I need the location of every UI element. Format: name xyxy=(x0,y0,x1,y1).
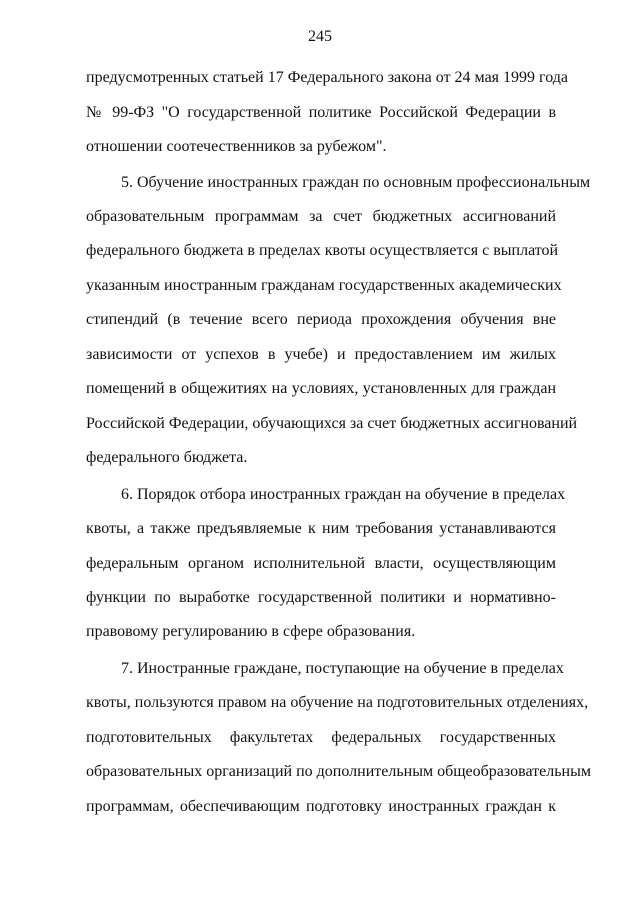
text-line: образовательных организаций по дополнительным общеобразовательным xyxy=(86,763,591,780)
text-line: федерального бюджета. xyxy=(86,449,248,466)
paragraph-6-start: 6. Порядок отбора иностранных граждан на обучение в пределах xyxy=(121,486,566,503)
text-line: № 99-ФЗ "О государственной политике Российской Федерации в xyxy=(86,104,556,121)
paragraph-7-start: 7. Иностранные граждане, поступающие на обучение в пределах xyxy=(121,660,564,677)
text-line: подготовительных факультетах федеральных государственных xyxy=(86,729,556,746)
text-line: программам, обеспечивающим подготовку иностранных граждан к xyxy=(86,798,556,815)
text-line: указанным иностранным гражданам государственных академических xyxy=(86,277,562,294)
text-line: образовательным программам за счет бюджетных ассигнований xyxy=(86,208,556,225)
text-line: квоты, а также предъявляемые к ним требования устанавливаются xyxy=(86,520,556,537)
text-line: функции по выработке государственной политики и нормативно- xyxy=(86,589,556,606)
text-line: стипендий (в течение всего периода прохождения обучения вне xyxy=(86,311,556,328)
text-line: федеральным органом исполнительной власти, осуществляющим xyxy=(86,555,556,572)
text-line: помещений в общежитиях на условиях, установленных для граждан xyxy=(86,380,556,397)
text-line: федерального бюджета в пределах квоты осуществляется с выплатой xyxy=(86,242,559,259)
text-line: зависимости от успехов в учебе) и предоставлением им жилых xyxy=(86,346,556,363)
page-number: 245 xyxy=(308,28,332,45)
text-line: правовому регулированию в сфере образования. xyxy=(86,623,416,640)
text-line: предусмотренных статьей 17 Федерального закона от 24 мая 1999 года xyxy=(86,69,568,86)
text-line: Российской Федерации, обучающихся за счет бюджетных ассигнований xyxy=(86,415,578,432)
text-line: квоты, пользуются правом на обучение на подготовительных отделениях, xyxy=(86,694,589,711)
paragraph-5-start: 5. Обучение иностранных граждан по основным профессиональным xyxy=(121,174,591,191)
text-line: отношении соотечественников за рубежом". xyxy=(86,138,387,155)
